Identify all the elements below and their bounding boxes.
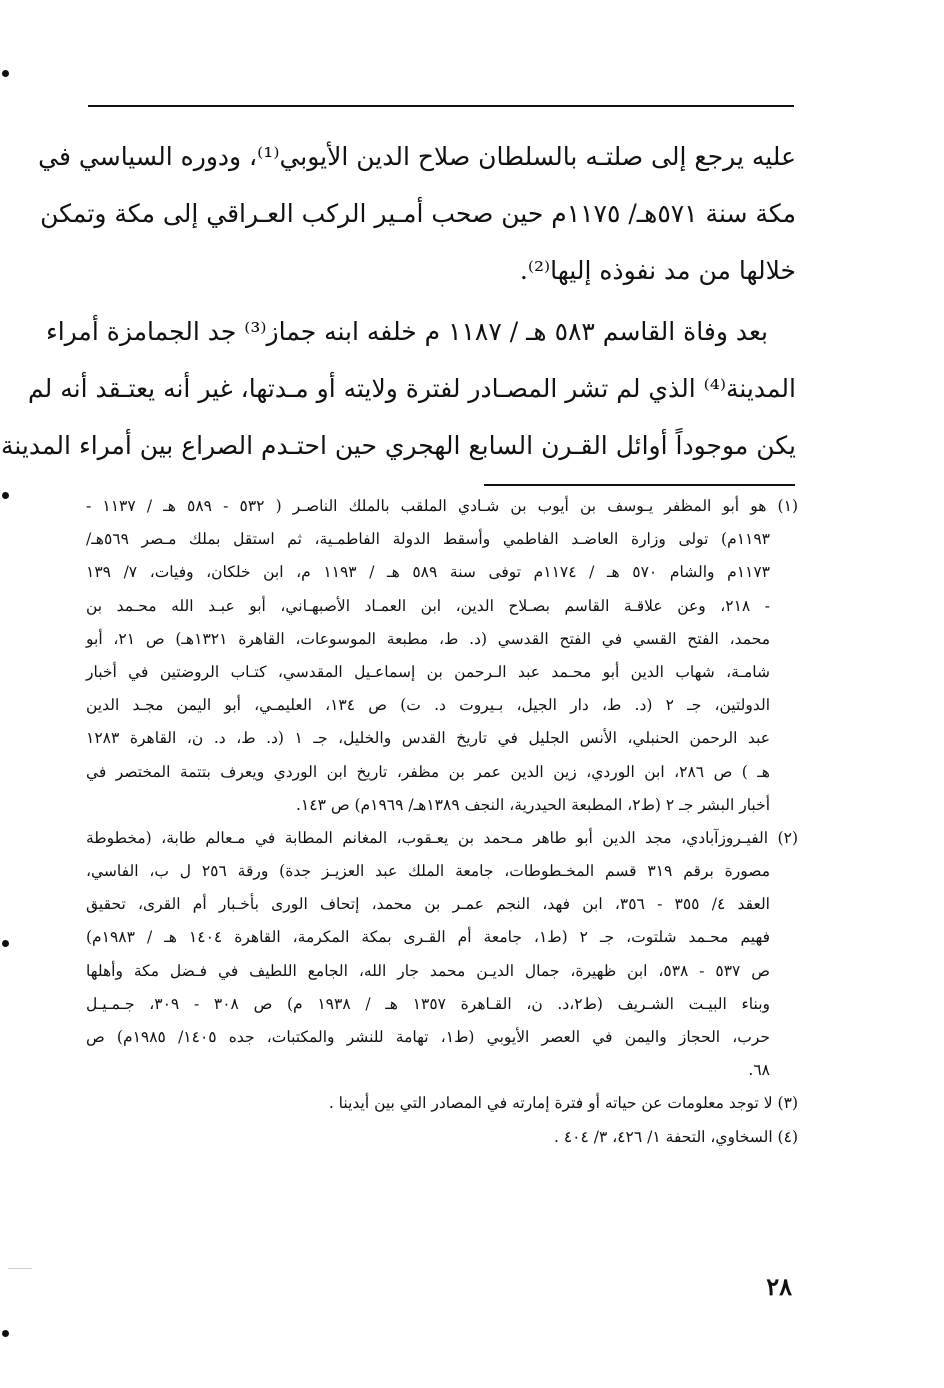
footnote-line: عبد الرحمن الحنبلي، الأنس الجليل في تاريخ القدس والخليل، جـ ١ (د. ط، د. ن، القاهرة ١٢٨٣	[86, 729, 770, 748]
body-line: بعد وفاة القاسم ٥٨٣ هـ / ١١٨٧ م خلفه ابنه جماز⁽³⁾ جد الجمامزة أمراء	[45, 317, 768, 346]
body-line: مكة سنة ٥٧١هـ/ ١١٧٥م حين صحب أمـير الركب العـراقي إلى مكة وتمكن	[40, 199, 796, 228]
footnote-line: فهيم محـمد شلتوت، جـ ٢ (ط١، جامعة أم القـرى بمكة المكرمة، القاهرة ١٤٠٤ هـ / ١٩٨٣م)	[86, 928, 771, 947]
footnote-line: ١١٧٣م والشام ٥٧٠ هـ / ١١٧٤م توفى سنة ٥٨٩ هـ / ١١٩٣ م، ابن خلكان، وفيات، ٧/ ١٣٩	[86, 563, 770, 582]
footnote-line: (٢) الفيـروزآبادي، مجد الدين أبو طاهر مـحمد بن يعـقوب، المغانم المطابة في مـعالم طابة، (مخطوطة	[86, 828, 798, 847]
footnote-line: شامـة، شهاب الدين أبو محـمد عبد الـرحمن بن إسماعـيل المقدسي، كتـاب الروضتين في أخبار	[86, 662, 770, 681]
header-rule	[88, 105, 794, 107]
footnote-line: (٣) لا توجد معلومات عن حياته أو فترة إمارته في المصادر التي بين أيدينا .	[328, 1094, 798, 1113]
footnote-line: (١) هو أبو المظفر يـوسف بن أيوب بن شـادي الملقب بالملك الناصـر ( ٥٣٢ - ٥٨٩ هـ / ١١٣٧ -	[86, 497, 798, 515]
footnote-separator	[484, 484, 795, 486]
scan-mark	[8, 1268, 32, 1269]
body-line: يكن موجوداً أوائل القـرن السابع الهجري حين احتـدم الصراع بين أمراء المدينة	[0, 431, 796, 460]
body-text	[0, 128, 796, 474]
footnote-line: العقد ٤/ ٣٥٥ - ٣٥٦، ابن فهد، النجم عمـر بن محمد، إتحاف الورى بأخـبار أم القرى، تحقيق	[86, 895, 770, 914]
footnote-line: هـ ) ص ٢٨٦، ابن الوردي، زين الدين عمر بن مظفر، تاريخ ابن الوردي ويعرف بتتمة المختصر في	[86, 762, 770, 781]
scan-dot	[2, 492, 9, 499]
footnote-line: حرب، الحجاز واليمن في العصر الأيوبي (ط١، تهامة للنشر والمكتبات، جده ١٤٠٥/ ١٩٨٥م) ص	[86, 1028, 771, 1046]
body-line: المدينة⁽⁴⁾ الذي لم تشر المصـادر لفترة ولايته أو مـدتها، غير أنه يعتـقد أنه لم	[28, 374, 796, 403]
footnotes	[86, 490, 798, 1154]
scan-dot	[2, 70, 9, 77]
footnote-line: ١١٩٣م) تولى وزارة العاضـد الفاطمي وأسقط الدولة الفاطمـية، ثم استقل بملك مـصر ٥٦٩هـ/	[86, 530, 770, 549]
body-line: خلالها من مد نفوذه إليها⁽²⁾.	[519, 256, 796, 285]
footnote-line: ص ٥٣٧ - ٥٣٨، ابن ظهيرة، جمال الديـن محمد جار الله، الجامع اللطيف في فـضل مكة وأهلها	[86, 961, 771, 980]
scan-dot	[2, 940, 9, 947]
page-number: ٢٨	[766, 1272, 792, 1301]
footnote-line: مصورة برقم ٣١٩ قسم المخـطوطات، جامعة الملك عبد العزيـز جدة) ورقة ٢٥٦ ل ب، الفاسي،	[86, 862, 770, 881]
footnote-line: - ٢١٨، وعن علاقـة القاسم بصـلاح الدين، ابن العمـاد الأصبهـاني، أبو عبـد الله محـمد بن	[86, 596, 770, 615]
footnote-line: أخبار البشر جـ ٢ (ط٢، المطبعة الحيدرية، النجف ١٣٨٩هـ/ ١٩٦٩م) ص ١٤٣.	[295, 795, 770, 814]
scan-dot	[2, 1330, 9, 1337]
footnote-line: ٦٨.	[748, 1061, 770, 1080]
footnote-line: (٤) السخاوي، التحفة ١/ ٤٢٦، ٣/ ٤٠٤ .	[553, 1127, 798, 1146]
body-line: عليه يرجع إلى صلتـه بالسلطان صلاح الدين الأيوبي⁽¹⁾، ودوره السياسي في	[38, 142, 796, 171]
footnote-line: وبناء البيـت الشـريف (ط٢،د. ن، القـاهرة ١٣٥٧ هـ / ١٩٣٨ م) ص ٣٠٨ - ٣٠٩، جـمـيـل	[86, 994, 770, 1013]
footnote-line: الدولتين، جـ ٢ (د. ط، دار الجيل، بـيروت د. ت) ص ١٣٤، العليمـي، أبو اليمن مجـد الدين	[86, 696, 771, 715]
footnote-line: محمد، الفتح القسي في الفتح القدسي (د. ط، مطبعة الموسوعات، القاهرة ١٣٢١هـ) ص ٢١، أبو	[86, 629, 771, 648]
